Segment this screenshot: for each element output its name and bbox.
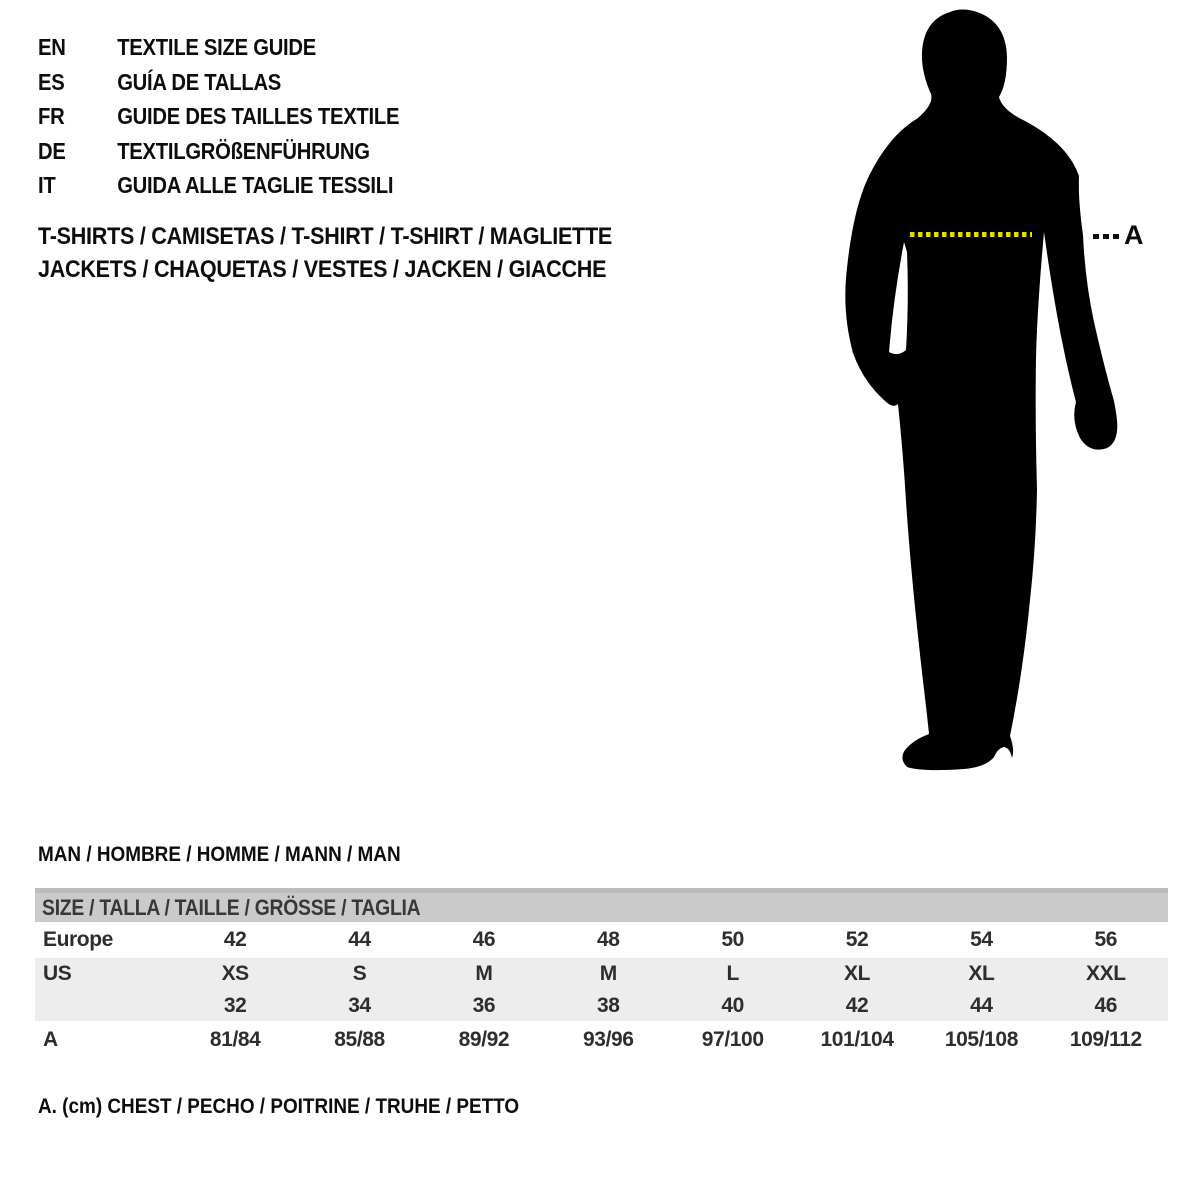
language-code: EN bbox=[38, 34, 66, 60]
table-cell: 34 bbox=[348, 993, 371, 1017]
size-table bbox=[35, 888, 1168, 1058]
table-row-label: US bbox=[43, 962, 72, 985]
table-cell: 81/84 bbox=[209, 1027, 261, 1051]
table-cell: 44 bbox=[348, 928, 371, 951]
language-label: TEXTILGRÖßENFÜHRUNG bbox=[117, 137, 370, 164]
language-code: FR bbox=[38, 103, 65, 129]
size-table-header bbox=[35, 888, 1168, 922]
table-cell: 38 bbox=[597, 993, 620, 1017]
table-cell: 54 bbox=[970, 928, 993, 951]
language-row bbox=[38, 134, 399, 169]
table-row bbox=[35, 958, 1168, 990]
table-cell: L bbox=[726, 962, 739, 985]
table-cell: 44 bbox=[970, 993, 993, 1017]
table-cell: 46 bbox=[1094, 993, 1118, 1017]
table-cell: 109/112 bbox=[1069, 1027, 1142, 1051]
table-cell: S bbox=[352, 962, 367, 985]
footnote-chest: A. (cm) CHEST / PECHO / POITRINE / TRUHE / PETTO bbox=[38, 1094, 520, 1118]
man-silhouette bbox=[840, 0, 1150, 790]
table-cell: 48 bbox=[597, 928, 620, 951]
chest-measure-dotted-line bbox=[910, 232, 1032, 237]
table-row-label: Europe bbox=[43, 928, 113, 951]
table-cell: 32 bbox=[223, 993, 247, 1017]
table-cell: 52 bbox=[845, 928, 869, 951]
table-row bbox=[35, 1021, 1168, 1058]
language-row bbox=[38, 30, 399, 65]
table-cell: M bbox=[475, 962, 493, 985]
category-line-tshirts: T-SHIRTS / CAMISETAS / T-SHIRT / T-SHIRT / MAGLIETTE bbox=[38, 223, 612, 250]
table-cell: XL bbox=[968, 962, 995, 985]
language-label: TEXTILE SIZE GUIDE bbox=[117, 34, 316, 60]
language-label: GUIDE DES TAILLES TEXTILE bbox=[117, 103, 400, 129]
table-cell: 50 bbox=[721, 928, 744, 951]
measure-label-a: A bbox=[1124, 220, 1143, 250]
table-row bbox=[35, 990, 1168, 1021]
language-label: GUÍA DE TALLAS bbox=[117, 68, 282, 95]
table-row bbox=[35, 922, 1168, 958]
language-code: DE bbox=[38, 137, 66, 164]
measure-pointer-dashes bbox=[1093, 234, 1123, 239]
table-cell: XS bbox=[221, 962, 249, 985]
language-code: ES bbox=[38, 68, 65, 95]
table-cell: XL bbox=[844, 962, 871, 985]
table-cell: M bbox=[599, 962, 617, 985]
table-cell: 42 bbox=[845, 993, 869, 1017]
size-table-header-label: SIZE / TALLA / TAILLE / GRÖSSE / TAGLIA bbox=[42, 894, 421, 920]
table-cell: 89/92 bbox=[458, 1027, 510, 1051]
language-row bbox=[38, 168, 399, 203]
category-line-jackets: JACKETS / CHAQUETAS / VESTES / JACKEN / GIACCHE bbox=[38, 256, 607, 283]
table-cell: 93/96 bbox=[583, 1027, 634, 1051]
table-cell: 105/108 bbox=[944, 1027, 1018, 1051]
table-cell: XXL bbox=[1085, 962, 1126, 985]
table-cell: 36 bbox=[472, 993, 496, 1017]
table-row-label: A bbox=[43, 1027, 58, 1051]
category-block bbox=[38, 220, 612, 286]
language-row bbox=[38, 99, 399, 134]
size-table-body bbox=[35, 922, 1168, 1058]
language-code: IT bbox=[38, 172, 56, 198]
section-title-man: MAN / HOMBRE / HOMME / MANN / MAN bbox=[38, 842, 401, 866]
table-cell: 101/104 bbox=[820, 1027, 894, 1051]
language-list bbox=[38, 30, 399, 203]
table-cell: 46 bbox=[472, 928, 496, 951]
table-cell: 40 bbox=[721, 993, 744, 1017]
table-cell: 97/100 bbox=[701, 1027, 764, 1051]
language-row bbox=[38, 65, 399, 100]
language-label: GUIDA ALLE TAGLIE TESSILI bbox=[117, 172, 394, 198]
table-cell: 42 bbox=[223, 928, 247, 951]
table-cell: 85/88 bbox=[334, 1027, 385, 1051]
table-cell: 56 bbox=[1094, 928, 1118, 951]
